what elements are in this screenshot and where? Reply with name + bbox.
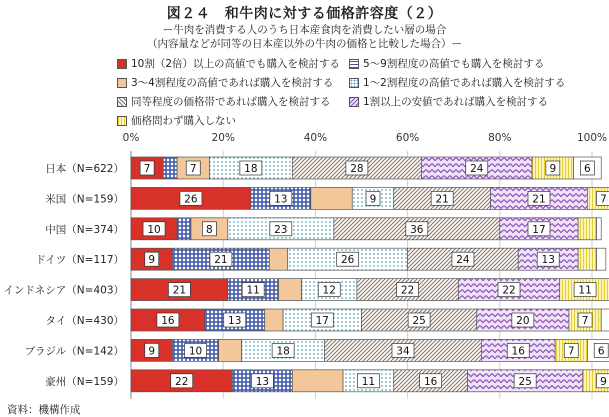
bar-segment (177, 218, 191, 240)
data-label: 16 (423, 375, 438, 388)
data-label: 21 (435, 193, 449, 206)
bar-segment (265, 309, 283, 331)
data-label: 26 (340, 254, 355, 267)
data-label: 25 (518, 375, 532, 388)
category-label: インドネシア（N=403） (3, 284, 124, 297)
data-label: 10 (147, 223, 161, 236)
bar-segment (269, 248, 287, 270)
x-tick-label: 60% (395, 132, 420, 144)
data-label: 21 (532, 193, 546, 206)
data-label: 8 (206, 223, 213, 236)
data-label: 11 (361, 375, 376, 388)
legend-label: 5～9割程度の高値でも購入を検討する (363, 58, 545, 70)
bar-segment (279, 279, 302, 301)
x-tick-label: 40% (303, 132, 328, 144)
data-label: 24 (456, 254, 470, 267)
data-label: 13 (255, 375, 270, 388)
source-note: 資料：機構作成 (7, 404, 81, 416)
data-label: 17 (315, 315, 330, 327)
legend-label: 10割（2倍）以上の高値でも購入を検討する (131, 58, 341, 70)
category-label: ブラジル（N=142） (24, 345, 124, 358)
bar-segment (578, 248, 596, 270)
data-label: 28 (350, 163, 364, 175)
category-label: ドイツ（N=117） (35, 254, 124, 267)
data-label: 24 (470, 163, 484, 175)
data-label: 25 (412, 315, 426, 327)
legend-label: 1割以上の安値であれば購入を検討する (363, 96, 549, 108)
data-label: 36 (410, 223, 424, 236)
x-tick-label: 0% (122, 132, 140, 144)
data-label: 23 (274, 223, 288, 236)
bar-segment (597, 218, 602, 240)
data-label: 7 (567, 345, 575, 358)
legend-label: 1～2割程度の高値であれば購入を検討する (363, 77, 566, 89)
bar-segment (597, 248, 606, 270)
data-label: 18 (244, 163, 258, 175)
data-label: 20 (516, 315, 530, 327)
data-label: 34 (396, 345, 410, 358)
chart-subtitle-note: （内容量などが同等の日本産以外の牛肉の価格と比較した場合）ー (147, 38, 462, 50)
category-label: 日本（N=622） (45, 163, 124, 175)
data-label: 22 (400, 284, 415, 297)
data-label: 21 (172, 284, 187, 297)
bar-segment (578, 218, 596, 240)
data-label: 7 (581, 315, 589, 327)
data-label: 12 (322, 284, 336, 297)
data-label: 9 (600, 375, 607, 388)
legend-label: 3～4割程度の高値であれば購入を検討する (131, 77, 334, 89)
data-label: 6 (597, 345, 605, 358)
data-label: 18 (276, 345, 290, 358)
category-label: タイ（N=430） (45, 315, 124, 327)
data-label: 7 (600, 193, 607, 206)
data-label: 10 (188, 345, 203, 358)
data-label: 16 (161, 315, 175, 327)
legend-label: 価格問わず購入しない (131, 115, 236, 127)
data-label: 7 (143, 163, 151, 175)
x-tick-label: 80% (488, 132, 512, 144)
x-tick-label: 100% (576, 132, 608, 144)
data-label: 9 (549, 163, 557, 175)
data-label: 13 (274, 193, 288, 206)
category-label: 米国（N=159） (45, 193, 124, 206)
bar-segment (311, 187, 352, 209)
x-tick-label: 20% (211, 132, 235, 144)
bar-segment (601, 309, 609, 331)
data-label: 13 (541, 254, 555, 267)
data-label: 22 (175, 375, 189, 388)
category-label: 中国（N=374） (45, 223, 124, 236)
data-label: 26 (184, 193, 198, 206)
bar-segment (163, 157, 177, 179)
data-label: 6 (584, 163, 591, 175)
bar-segment (292, 370, 343, 392)
data-label: 9 (148, 345, 156, 358)
bar-segment (219, 339, 242, 361)
data-label: 17 (532, 223, 546, 236)
data-label: 11 (578, 284, 592, 297)
data-label: 7 (189, 163, 197, 175)
data-label: 16 (511, 345, 525, 358)
chart-title: 図２４ 和牛肉に対する価格許容度（２） (166, 6, 443, 22)
data-label: 21 (214, 254, 228, 267)
data-label: 9 (148, 254, 156, 267)
legend-label: 同等程度の価格帯であれば購入を検討する (131, 96, 331, 108)
category-label: 豪州（N=159） (45, 375, 124, 388)
data-label: 13 (228, 315, 242, 327)
data-label: 9 (369, 193, 377, 206)
chart-subtitle: ー牛肉を消費する人のうち日本産食肉を消費したい層の場合 (162, 24, 447, 36)
data-label: 22 (502, 284, 516, 297)
data-label: 11 (246, 284, 260, 297)
